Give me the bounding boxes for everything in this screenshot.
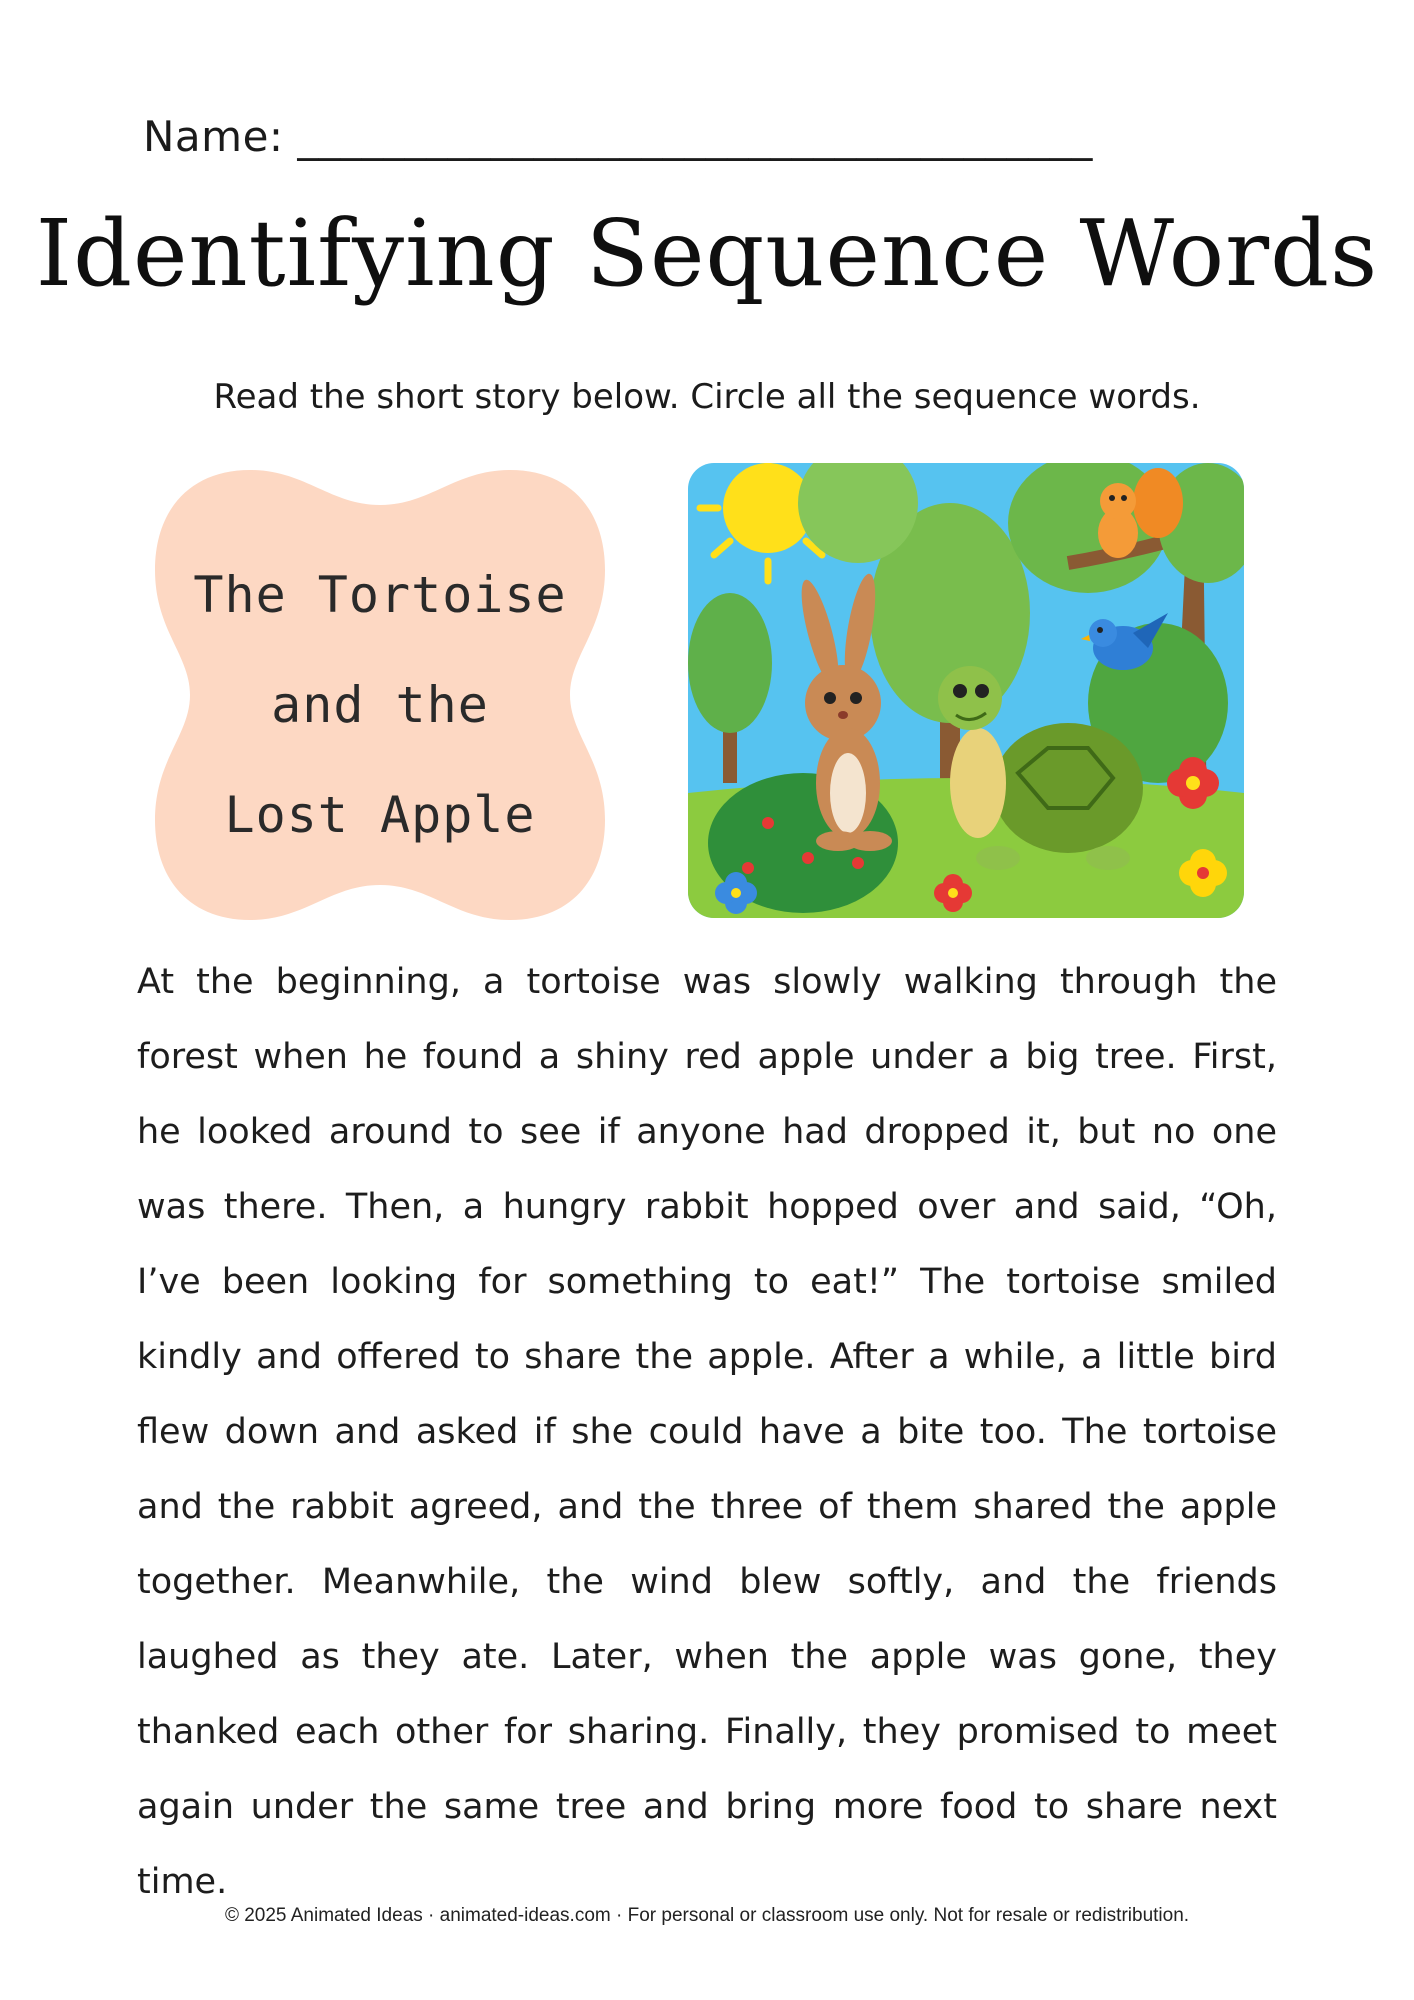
story-title-line: and the xyxy=(271,676,489,734)
story-title xyxy=(155,540,605,870)
story-title-line: Lost Apple xyxy=(224,786,536,844)
page-title: Identifying Sequence Words xyxy=(35,200,1379,307)
story-title-line: The Tortoise xyxy=(193,566,567,624)
instructions: Read the short story below. Circle all the sequence words. xyxy=(213,377,1201,417)
story-text: At the beginning, a tortoise was slowly walking through the forest when he found a shiny red apple under a big tree. First, he looked around to see if anyone had dropped it, but no one was there. Then, a hungry rabbit hopped over and said, “Oh, I’ve been looking for something to eat!” The tortoise smiled kindly and offered to share the apple. After a while, a little bird flew down and asked if she could have a bite too. The tortoise and the rabbit agreed, and the three of them shared the apple together. Meanwhile, the wind blew softly, and the friends laughed as they ate. Later, when the apple was gone, they thanked each other for sharing. Finally, they promised to meet again under the same tree and bring more food to share next time. xyxy=(137,962,1277,1902)
story-illustration xyxy=(688,463,1244,918)
copyright-footer: © 2025 Animated Ideas · animated-ideas.com · For personal or classroom use only. Not for resale or redistribution. xyxy=(224,1905,1190,1926)
name-field[interactable]: Name: _____________________________________ xyxy=(143,112,1093,161)
